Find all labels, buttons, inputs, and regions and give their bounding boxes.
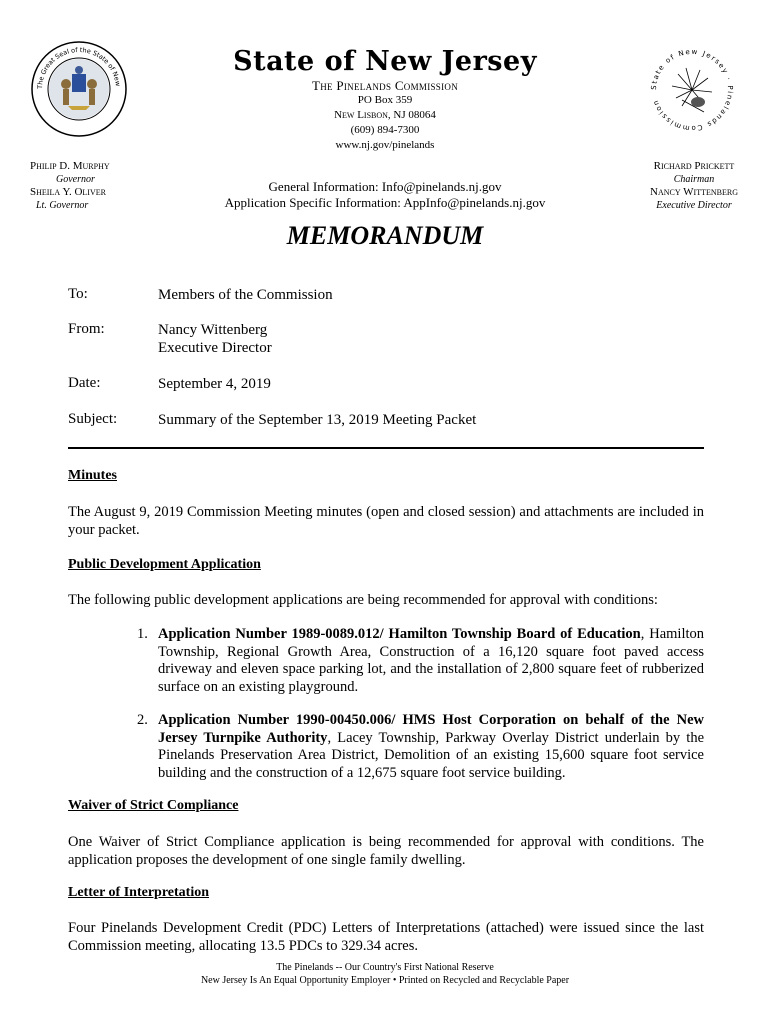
seal-ring-text: The Great Seal of the State of New: [35, 45, 122, 90]
list-item-1-number: 1.: [137, 626, 148, 642]
to-value: Members of the Commission: [158, 287, 333, 303]
list-item-1-title: Application Number 1989-0089.012/ Hamilton Township Board of Education: [158, 626, 641, 642]
waiver-text: One Waiver of Strict Compliance application is being recommended for approval with conditions. The application proposes the development of one single family dwelling.: [68, 834, 704, 868]
list-item-1: [158, 626, 704, 696]
date-label: Date:: [68, 375, 101, 391]
chairman-name: Richard Prickett: [653, 160, 735, 172]
from-value: [158, 321, 272, 357]
application-info: Application Specific Information: AppInfo@pinelands.nj.gov: [224, 195, 546, 210]
footer-line-2: New Jersey Is An Equal Opportunity Employer • Printed on Recycled and Recyclable Paper: [200, 975, 570, 986]
executive-director-name: Nancy Wittenberg: [650, 186, 738, 198]
chairman-title: Chairman: [673, 174, 715, 185]
governor-name: Philip D. Murphy: [30, 160, 110, 172]
loi-text: Four Pinelands Development Credit (PDC) Letters of Interpretations (attached) were issued since the last Commission meeting, allocating 13.5 PDCs to 329.34 acres.: [68, 920, 704, 954]
public-dev-intro: The following public development applications are being recommended for approval with conditions:: [68, 592, 658, 608]
subject-label: Subject:: [68, 411, 118, 427]
address-city: New Lisbon, NJ 08064: [334, 109, 436, 121]
lt-governor-name: Sheila Y. Oliver: [30, 186, 106, 198]
footer: [0, 961, 770, 987]
from-title: Executive Director: [158, 340, 272, 356]
address-phone: (609) 894-7300: [350, 124, 420, 136]
executive-director-title: Executive Director: [656, 200, 732, 211]
from-label: From:: [68, 321, 105, 337]
minutes-heading: Minutes: [68, 468, 117, 483]
loi-heading: Letter of Interpretation: [68, 885, 209, 900]
waiver-heading: Waiver of Strict Compliance: [68, 798, 239, 813]
public-dev-heading: Public Development Application: [68, 557, 261, 572]
commission-name: The Pinelands Commission: [311, 78, 459, 93]
from-name: Nancy Wittenberg: [158, 322, 268, 338]
lt-governor-title: Lt. Governor: [36, 200, 89, 211]
header-divider: [68, 447, 704, 449]
list-item-2-number: 2.: [137, 712, 148, 728]
list-item-2: [158, 712, 704, 782]
footer-line-1: The Pinelands -- Our Country's First National Reserve: [276, 962, 494, 973]
pc-seal-ring-text: State of New Jersey · Pinelands Commission: [649, 47, 735, 133]
subject-value: Summary of the September 13, 2019 Meeting Packet: [158, 412, 477, 428]
state-title: State of New Jersey: [233, 46, 537, 77]
minutes-text: The August 9, 2019 Commission Meeting minutes (open and closed session) and attachments are included in your packet.: [68, 504, 704, 538]
date-value: September 4, 2019: [158, 376, 271, 392]
contact-info: [0, 179, 770, 211]
list-item-2-detail: , Lacey Township, Parkway Overlay District underlain by the Pinelands Preservation Area District, Demolition of an existing 15,600 square foot service building and the construction of a 12,675 square foot service building.: [158, 729, 705, 781]
memo-title: MEMORANDUM: [286, 221, 484, 250]
address-po-box: PO Box 359: [357, 94, 413, 106]
to-label: To:: [68, 286, 88, 302]
list-item-2-title: Application Number 1990-00450.006/ HMS Host Corporation on behalf of the New Jersey Turnpike Authority: [158, 712, 704, 746]
address-website[interactable]: www.nj.gov/pinelands: [335, 139, 435, 151]
governor-title: Governor: [56, 174, 95, 185]
list-item-1-detail: , Hamilton Township, Regional Growth Area, Construction of a 16,120 square foot paved access driveway and eleven space parking lot, and the installation of 2,800 square feet of rubberized surface on an existing playground.: [158, 626, 704, 695]
general-info: General Information: Info@pinelands.nj.gov: [268, 179, 502, 194]
